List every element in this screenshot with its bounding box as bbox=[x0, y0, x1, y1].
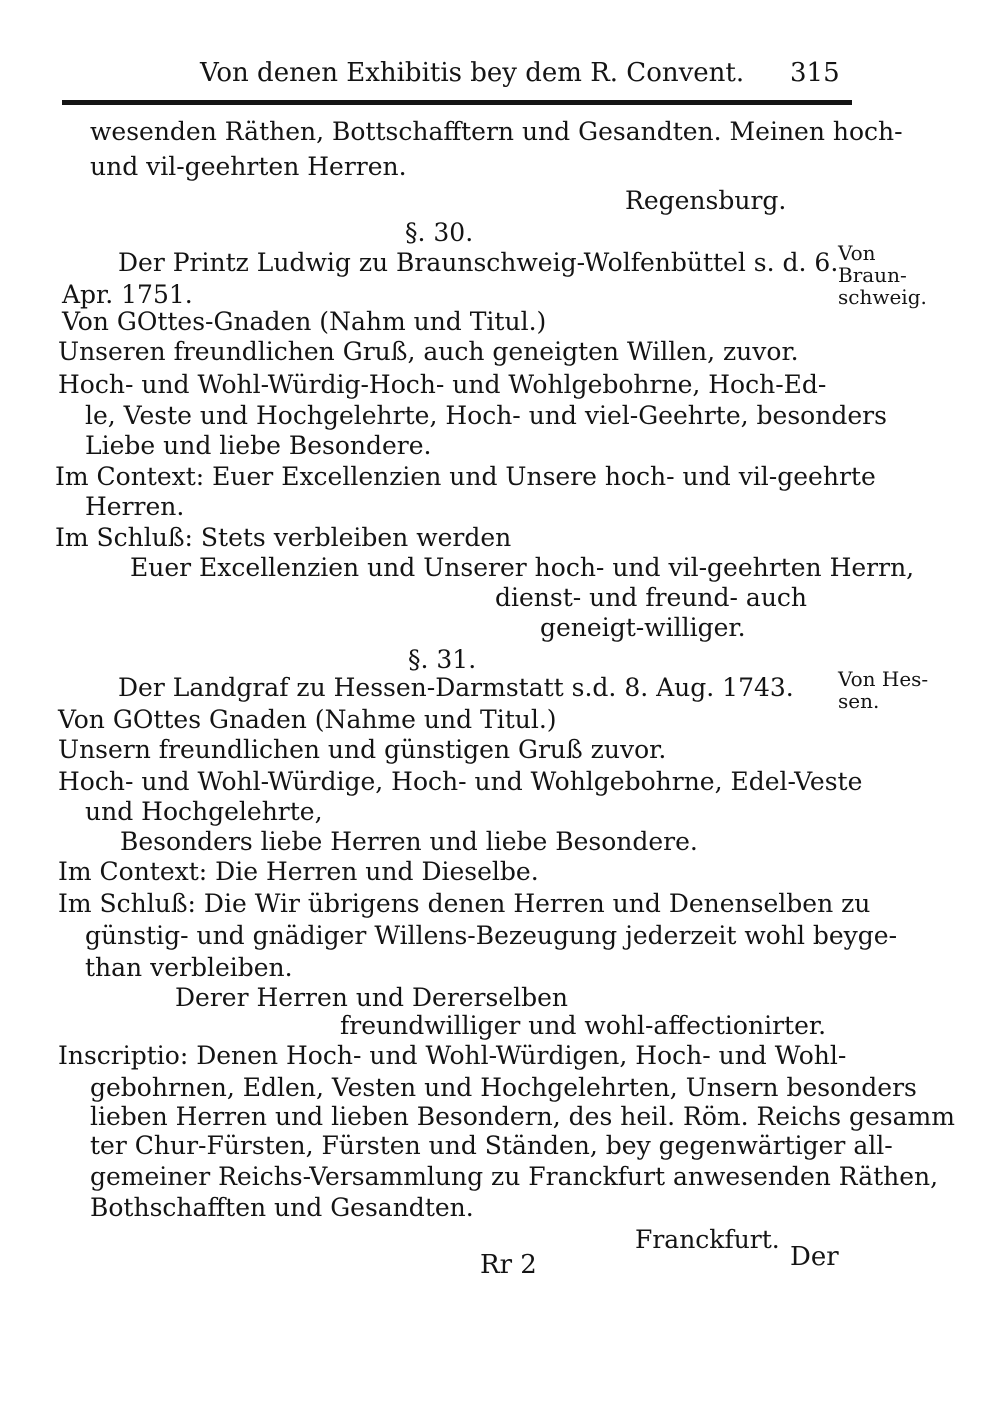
running-title: Von denen Exhibitis bey dem R. Convent. bbox=[200, 58, 745, 88]
text-line: Im Schluß: Stets verbleiben werden bbox=[55, 523, 512, 552]
text-line: Regensburg. bbox=[625, 186, 787, 215]
text-line: Bothschafften und Gesandten. bbox=[90, 1193, 474, 1222]
catchword: Der bbox=[790, 1242, 839, 1272]
text-line: Apr. 1751. bbox=[62, 280, 193, 309]
margin-note-line: Von bbox=[838, 241, 876, 265]
text-line: Im Context: Die Herren und Dieselbe. bbox=[58, 857, 539, 886]
text-line: Der Landgraf zu Hessen-Darmstatt s.d. 8. Aug. 1743. bbox=[118, 673, 794, 702]
text-line: Herren. bbox=[85, 492, 185, 521]
text-line: Von GOttes Gnaden (Nahme und Titul.) bbox=[58, 705, 557, 734]
text-line: Im Schluß: Die Wir übrigens denen Herren und Denenselben zu bbox=[58, 889, 871, 918]
text-line: Hoch- und Wohl-Würdig-Hoch- und Wohlgebohrne, Hoch-Ed- bbox=[58, 370, 827, 399]
text-line: le, Veste und Hochgelehrte, Hoch- und viel-Geehrte, besonders bbox=[85, 401, 887, 430]
header-rule bbox=[62, 100, 852, 105]
text-line: gemeiner Reichs-Versammlung zu Franckfurt anwesenden Räthen, bbox=[90, 1162, 939, 1191]
text-line: Unseren freundlichen Gruß, auch geneigten Willen, zuvor. bbox=[58, 337, 799, 366]
margin-note-line: schweig. bbox=[838, 285, 927, 309]
text-line: geneigt-williger. bbox=[540, 613, 746, 642]
section-heading: §. 31. bbox=[408, 645, 477, 674]
text-line: Hoch- und Wohl-Würdige, Hoch- und Wohlgebohrne, Edel-Veste bbox=[58, 767, 863, 796]
text-line: günstig- und gnädiger Willens-Bezeugung jederzeit wohl beyge- bbox=[85, 921, 898, 950]
text-line: dienst- und freund- auch bbox=[495, 583, 808, 612]
margin-note-braunschweig bbox=[838, 242, 927, 308]
text-line: Inscriptio: Denen Hoch- und Wohl-Würdigen, Hoch- und Wohl- bbox=[58, 1041, 847, 1070]
margin-note-line: Braun- bbox=[838, 263, 907, 287]
text-line: Besonders liebe Herren und liebe Besondere. bbox=[120, 827, 698, 856]
text-line: ter Chur-Fürsten, Fürsten und Ständen, bey gegenwärtiger all- bbox=[90, 1131, 893, 1160]
margin-note-line: sen. bbox=[838, 689, 880, 713]
text-line: gebohrnen, Edlen, Vesten und Hochgelehrten, Unsern besonders bbox=[90, 1073, 917, 1102]
page-number: 315 bbox=[790, 58, 840, 88]
text-line: Euer Excellenzien und Unserer hoch- und vil-geehrten Herrn, bbox=[130, 553, 915, 582]
text-line: Derer Herren und Dererselben bbox=[175, 983, 569, 1012]
text-line: und Hochgelehrte, bbox=[85, 797, 323, 826]
text-line: Der Printz Ludwig zu Braunschweig-Wolfenbüttel s. d. 6. bbox=[118, 248, 839, 277]
text-line: Franckfurt. bbox=[635, 1225, 780, 1254]
margin-note-line: Von Hes- bbox=[838, 667, 929, 691]
text-line: than verbleiben. bbox=[85, 953, 293, 982]
text-line: Im Context: Euer Excellenzien und Unsere hoch- und vil-geehrte bbox=[55, 462, 876, 491]
text-line: Von GOttes-Gnaden (Nahm und Titul.) bbox=[62, 307, 547, 336]
text-line: Unsern freundlichen und günstigen Gruß zuvor. bbox=[58, 735, 667, 764]
text-line: freundwilliger und wohl-affectionirter. bbox=[340, 1011, 827, 1040]
section-heading: §. 30. bbox=[405, 218, 474, 247]
margin-note-hessen bbox=[838, 668, 928, 712]
text-line: und vil-geehrten Herren. bbox=[90, 152, 407, 181]
signature-mark: Rr 2 bbox=[480, 1250, 537, 1280]
text-line: lieben Herren und lieben Besondern, des heil. Röm. Reichs gesamm bbox=[90, 1102, 955, 1131]
text-line: Liebe und liebe Besondere. bbox=[85, 431, 432, 460]
text-line: wesenden Räthen, Bottschafftern und Gesandten. Meinen hoch- bbox=[90, 117, 903, 146]
